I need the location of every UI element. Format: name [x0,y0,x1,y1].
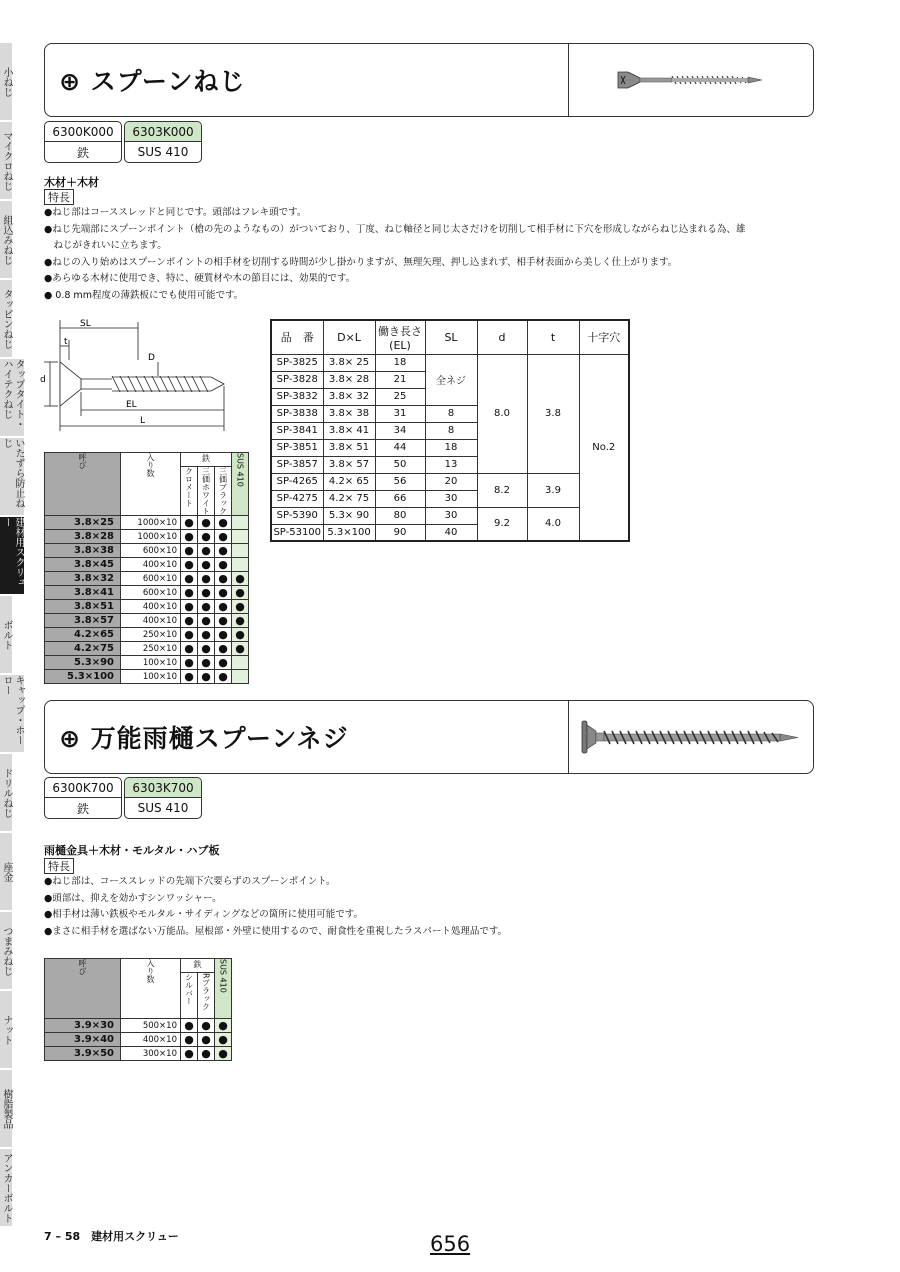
availability-dot: ● [198,1047,215,1061]
header-iron: 鉄 [181,453,232,467]
availability-dot: ● [198,628,215,642]
row-size: 5.3×100 [45,670,121,684]
section2-title: ⊕ 万能雨樋スプーンネジ [59,724,349,753]
spec-cell: SP-4265 [271,473,323,490]
availability-dot: ● [232,600,249,614]
row-size: 3.9×40 [45,1033,121,1047]
availability-dot: ● [181,516,198,530]
row-size: 5.3×90 [45,656,121,670]
availability-dot: ● [215,586,232,600]
gutter-screw-image [569,701,813,773]
spec-cell: 21 [375,371,425,388]
availability-dot: ● [232,572,249,586]
header-name: 呼び [45,959,121,1019]
row-count: 600×10 [121,586,181,600]
row-count: 400×10 [121,614,181,628]
section1-features [44,205,834,304]
availability-dot: ● [198,530,215,544]
spec-cell: SP-3851 [271,439,323,456]
side-tab-3[interactable]: タッピンねじ [0,280,12,359]
side-tab-11[interactable]: つまみねじ [0,912,12,991]
row-count: 100×10 [121,670,181,684]
spec-cell: 3.8× 32 [323,388,375,405]
spec-cell: 18 [425,439,477,456]
code-number: 6300K700 [45,778,121,798]
row-count: 300×10 [121,1047,181,1061]
screw-dimension-diagram [36,316,246,441]
section1-quantity-table [44,452,249,684]
header-col: 三価ホワイト [198,467,215,516]
availability-dot: ● [215,558,232,572]
section1-spec-table [270,319,630,542]
spec-cell: 4.2× 65 [323,473,375,490]
spec-cell: 3.8× 38 [323,405,375,422]
header-sus: SUS 410 [232,453,249,516]
row-count: 250×10 [121,628,181,642]
gutter-screw-icon [580,717,802,757]
feature-line: ●あらゆる木材に使用でき、特に、硬質材や木の節目には、効果的です。 [44,273,356,284]
availability-dot: ● [215,572,232,586]
row-size: 3.8×25 [45,516,121,530]
availability-dot: ● [181,1047,198,1061]
spec-cell: 3.8× 41 [323,422,375,439]
availability-dot [232,516,249,530]
feature-line: ●頭部は、抑えを効かすシンワッシャー。 [44,892,222,904]
label-el: EL [126,400,137,410]
availability-dot: ● [181,530,198,544]
code-box [44,777,122,819]
side-tab-8[interactable]: キャップ・ホーロー [0,675,24,754]
row-size: 3.9×30 [45,1019,121,1033]
availability-dot: ● [198,1033,215,1047]
availability-dot [232,670,249,684]
spec-cell: 3.8 [527,354,579,473]
spec-cell: 56 [375,473,425,490]
header-col: クロメート [181,467,198,516]
side-tab-7[interactable]: ボルト [0,596,12,675]
code-box [124,121,202,163]
header-col: 三価ブラック [215,467,232,516]
section2-feature-badge: 特長 [44,858,74,874]
availability-dot: ● [215,516,232,530]
side-tab-4[interactable]: タップタイト・ハイテクねじ [0,359,24,438]
quantity-row [45,1019,232,1033]
feature-line: ●ねじ部は、コーススレッドの先端下穴要らずのスプーンポイント。 [44,876,336,887]
spec-cell: 3.8× 28 [323,371,375,388]
section1-title: ⊕ スプーンねじ [59,67,246,96]
availability-dot [232,656,249,670]
quantity-row [45,642,249,656]
availability-dot: ● [232,586,249,600]
header-col: シルバー [181,973,198,1019]
feature-line: ●ねじの入り始めはスプーンポイントの相手材を切削する時間が少し掛かりますが、無理矢理、押し込まれず、相手材表面から美しく仕上がります。 [44,256,678,268]
code-box [44,121,122,163]
code-number: 6300K000 [45,122,121,142]
quantity-row [45,586,249,600]
side-tab-14[interactable]: アンカーボルト [0,1149,12,1228]
quantity-row [45,544,249,558]
spec-cell: 34 [375,422,425,439]
spec-header: SL [425,320,477,354]
row-count: 400×10 [121,1033,181,1047]
spec-cell: SP-3828 [271,371,323,388]
row-count: 400×10 [121,558,181,572]
spec-cell: 全ネジ [425,354,477,405]
spoon-screw-icon [616,69,766,91]
side-tab-1[interactable]: マイクロねじ [0,122,12,201]
spec-cell: 25 [375,388,425,405]
row-count: 400×10 [121,600,181,614]
spec-cell: SP-3832 [271,388,323,405]
availability-dot: ● [232,642,249,656]
side-tab-13[interactable]: 樹脂製品 [0,1070,12,1149]
feature-line: ●ねじ先端部にスプーンポイント（槍の先のようなもの）がついており、丁度、ねじ軸径と同じ太さだけを切削して相手材に下穴を形成しながらねじ込まれる為、雄 [44,223,746,235]
spec-cell: 5.3× 90 [323,507,375,524]
quantity-row [45,614,249,628]
footer-section-label: 7 – 58 建材用スクリュー [44,1230,179,1243]
feature-line: ●相手材は薄い鉄板やモルタル・サイディングなどの箇所に使用可能です。 [44,909,364,920]
availability-dot: ● [198,656,215,670]
quantity-row [45,670,249,684]
availability-dot: ● [198,516,215,530]
spec-header: 品 番 [271,320,323,354]
spec-header: D×L [323,320,375,354]
row-count: 500×10 [121,1019,181,1033]
quantity-row [45,558,249,572]
spec-cell: 31 [375,405,425,422]
availability-dot: ● [215,1047,232,1061]
header-sus: SUS 410 [215,959,232,1019]
availability-dot: ● [198,544,215,558]
availability-dot: ● [215,656,232,670]
spec-cell: 3.8× 57 [323,456,375,473]
availability-dot: ● [232,614,249,628]
availability-dot: ● [181,614,198,628]
spec-cell: 30 [425,507,477,524]
spec-cell: 3.8× 51 [323,439,375,456]
code-material: 鉄 [76,801,89,816]
availability-dot: ● [215,544,232,558]
code-material: SUS 410 [137,801,189,815]
header-name: 呼び [45,453,121,516]
availability-dot [232,530,249,544]
spec-cell: 44 [375,439,425,456]
availability-dot: ● [232,628,249,642]
spec-header: d [477,320,527,354]
spec-header: 働き長さ (EL) [375,320,425,354]
availability-dot: ● [181,586,198,600]
spec-cell: SP-3841 [271,422,323,439]
row-size: 3.9×50 [45,1047,121,1061]
spec-cell: 9.2 [477,507,527,541]
side-tabs [0,43,36,1228]
spec-header: 十字穴 [579,320,629,354]
spec-cell: 50 [375,456,425,473]
label-d: d [40,375,46,385]
spec-cell: 4.2× 75 [323,490,375,507]
code-material: 鉄 [76,145,89,160]
row-size: 3.8×57 [45,614,121,628]
row-count: 250×10 [121,642,181,656]
spec-cell: SP-3825 [271,354,323,371]
availability-dot: ● [198,586,215,600]
spec-cell: SP-3857 [271,456,323,473]
availability-dot: ● [181,544,198,558]
quantity-row [45,530,249,544]
availability-dot: ● [198,1019,215,1033]
code-number: 6303K000 [125,122,201,142]
quantity-row [45,1047,232,1061]
header-count: 入り数 [121,453,181,516]
availability-dot: ● [215,1019,232,1033]
section2-subhead: 雨樋金具＋木材・モルタル・ハブ板 [44,844,220,857]
feature-line: ●まさに相手材を選ばない万能品。屋根部・外壁に使用するので、耐食性を重視したラスパート処理品です。 [44,925,508,937]
availability-dot: ● [181,670,198,684]
quantity-row [45,656,249,670]
section2-codes [44,777,202,819]
spec-cell: 20 [425,473,477,490]
spoon-screw-image [569,44,813,116]
side-tab-2[interactable]: 組込みねじ [0,201,12,280]
label-d-big: D [148,353,155,363]
section1-codes [44,121,202,163]
row-size: 3.8×51 [45,600,121,614]
spec-cell: 66 [375,490,425,507]
row-count: 1000×10 [121,530,181,544]
side-tab-0[interactable]: 小ねじ [0,43,12,122]
spec-cell: SP-5390 [271,507,323,524]
spec-header: t [527,320,579,354]
spec-cell: 4.0 [527,507,579,541]
row-count: 600×10 [121,544,181,558]
side-tab-5[interactable]: いたずら防止ねじ [0,438,24,517]
availability-dot: ● [181,1033,198,1047]
availability-dot: ● [198,642,215,656]
row-size: 3.8×38 [45,544,121,558]
spec-cell: 90 [375,524,425,541]
section1-title-box [44,43,814,117]
availability-dot: ● [181,558,198,572]
header-count: 入り数 [121,959,181,1019]
quantity-row [45,1033,232,1047]
spec-cell: 3.9 [527,473,579,507]
code-box [124,777,202,819]
quantity-row [45,600,249,614]
section2-features [44,874,834,940]
row-size: 3.8×28 [45,530,121,544]
spec-cell: 8.0 [477,354,527,473]
quantity-row [45,628,249,642]
availability-dot: ● [181,600,198,614]
availability-dot: ● [181,642,198,656]
code-material: SUS 410 [137,145,189,159]
row-size: 4.2×65 [45,628,121,642]
quantity-row [45,572,249,586]
page-number: 656 [430,1232,471,1256]
row-count: 600×10 [121,572,181,586]
feature-line: ● 0.8 mm程度の薄鉄板にでも使用可能です。 [44,289,244,301]
feature-line: ねじがきれいに立ちます。 [44,240,167,251]
availability-dot: ● [215,614,232,628]
availability-dot: ● [181,572,198,586]
side-tab-9[interactable]: ドリルねじ [0,754,12,833]
header-iron: 鉄 [181,959,215,973]
availability-dot: ● [181,656,198,670]
row-count: 100×10 [121,656,181,670]
spec-cell: 13 [425,456,477,473]
section1-feature-badge: 特長 [44,189,74,205]
availability-dot: ● [198,614,215,628]
row-size: 3.8×45 [45,558,121,572]
section1-subhead: 木材＋木材 [44,176,99,189]
availability-dot: ● [181,628,198,642]
label-sl: SL [80,319,91,329]
side-tab-10[interactable]: 座金 [0,833,12,912]
side-tab-12[interactable]: ナット [0,991,12,1070]
spec-cell: 40 [425,524,477,541]
availability-dot: ● [215,600,232,614]
spec-cell: 30 [425,490,477,507]
availability-dot: ● [198,670,215,684]
label-l: L [140,416,146,426]
side-tab-6[interactable]: 建材用スクリュー [0,517,24,596]
availability-dot: ● [198,572,215,586]
spec-cell: No.2 [579,354,629,541]
availability-dot: ● [215,670,232,684]
availability-dot: ● [215,628,232,642]
spec-cell: 3.8× 25 [323,354,375,371]
spec-cell: SP-53100 [271,524,323,541]
availability-dot: ● [215,530,232,544]
spec-cell: 8 [425,422,477,439]
availability-dot [232,544,249,558]
spec-cell: 5.3×100 [323,524,375,541]
spec-cell: SP-4275 [271,490,323,507]
spec-cell: 80 [375,507,425,524]
spec-cell: SP-3838 [271,405,323,422]
row-size: 3.8×41 [45,586,121,600]
availability-dot: ● [198,558,215,572]
availability-dot: ● [181,1019,198,1033]
spec-cell: 8 [425,405,477,422]
availability-dot: ● [215,642,232,656]
spec-cell: 18 [375,354,425,371]
row-count: 1000×10 [121,516,181,530]
code-number: 6303K700 [125,778,201,798]
spec-cell: 8.2 [477,473,527,507]
row-size: 4.2×75 [45,642,121,656]
section2-quantity-table [44,958,232,1061]
section2-title-box [44,700,814,774]
label-t: t [64,337,68,347]
quantity-row [45,516,249,530]
availability-dot [232,558,249,572]
header-col: Rブラック [198,973,215,1019]
availability-dot: ● [215,1033,232,1047]
availability-dot: ● [198,600,215,614]
feature-line: ●ねじ部はコーススレッドと同じです。頭部はフレキ頭です。 [44,207,307,218]
row-size: 3.8×32 [45,572,121,586]
